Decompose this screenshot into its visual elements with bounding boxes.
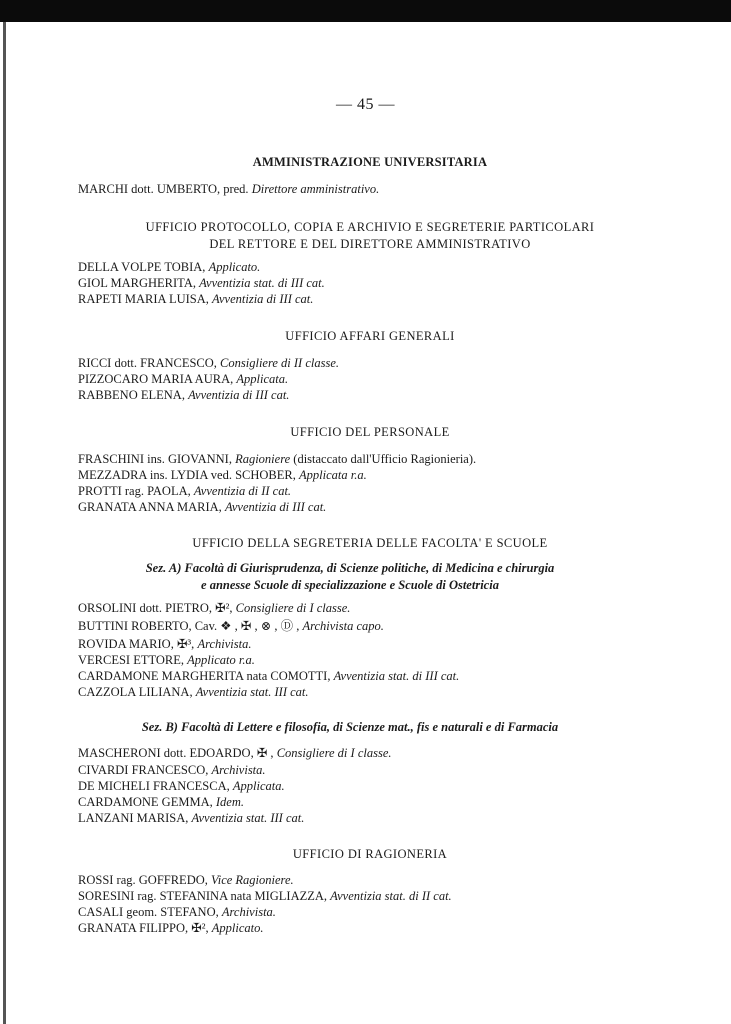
staff-entry [78, 872, 294, 888]
staff-entry [78, 451, 476, 467]
staff-name: MARCHI dott. UMBERTO, pred. [78, 182, 249, 196]
staff-entry [78, 888, 452, 904]
page-number: — 45 — [336, 96, 395, 113]
staff-entry [78, 483, 291, 499]
staff-role: Idem. [215, 795, 244, 809]
staff-name: CIVARDI FRANCESCO, [78, 763, 209, 777]
staff-name: CARDAMONE MARGHERITA nata COMOTTI, [78, 669, 331, 683]
staff-entry [78, 920, 263, 936]
staff-role: Avventizia stat. di III cat. [333, 669, 460, 683]
page-title: AMMINISTRAZIONE UNIVERSITARIA [252, 155, 488, 169]
staff-name: SORESINI rag. STEFANINA nata MIGLIAZZA, [78, 889, 328, 903]
staff-name: CASALI geom. STEFANO, [78, 905, 219, 919]
staff-name: GIOL MARGHERITA, [78, 276, 196, 290]
staff-name: PROTTI rag. PAOLA, [78, 484, 191, 498]
scan-left-edge [3, 22, 6, 1024]
staff-name: LANZANI MARISA, [78, 811, 189, 825]
staff-role: Vice Ragioniere. [211, 873, 294, 887]
staff-entry [78, 387, 289, 403]
staff-name: BUTTINI ROBERTO, Cav. ❖ , ✠ , ⊗ , Ⓓ , [78, 619, 300, 633]
staff-role: Applicata r.a. [298, 468, 367, 482]
staff-role: Archivista. [197, 637, 252, 651]
director-entry [78, 181, 379, 197]
staff-entry [78, 291, 313, 307]
staff-name: PIZZOCARO MARIA AURA, [78, 372, 234, 386]
staff-name: ORSOLINI dott. PIETRO, ✠², [78, 601, 233, 615]
staff-name: RICCI dott. FRANCESCO, [78, 356, 217, 370]
subsection-heading-sez-a [80, 560, 620, 594]
staff-role: Avventizia stat. di II cat. [330, 889, 452, 903]
section-heading-segreteria: UFFICIO DELLA SEGRETERIA DELLE FACOLTA' E SCUOLE [192, 536, 548, 550]
staff-role: Direttore amministrativo. [251, 182, 380, 196]
staff-entry [78, 810, 304, 826]
staff-role: Applicata. [232, 779, 285, 793]
heading-line: DEL RETTORE E DEL DIRETTORE AMMINISTRATIVO [209, 237, 531, 251]
staff-entry [78, 636, 251, 652]
heading-line: UFFICIO PROTOCOLLO, COPIA E ARCHIVIO E SEGRETERIE PARTICOLARI [145, 220, 595, 234]
section-heading-protocollo [70, 219, 670, 253]
staff-name: GRANATA FILIPPO, ✠², [78, 921, 209, 935]
staff-entry [78, 467, 367, 483]
staff-role: Applicato. [208, 260, 261, 274]
staff-name: GRANATA ANNA MARIA, [78, 500, 222, 514]
staff-role: Archivista. [211, 763, 266, 777]
scan-top-border [0, 0, 731, 22]
staff-role: Avventizia di III cat. [188, 388, 290, 402]
staff-entry [78, 762, 266, 778]
staff-role: Archivista. [221, 905, 276, 919]
staff-name: DELLA VOLPE TOBIA, [78, 260, 206, 274]
staff-entry [78, 499, 326, 515]
staff-role: Archivista capo. [302, 619, 384, 633]
staff-note: (distaccato dall'Ufficio Ragionieria). [293, 452, 477, 466]
section-heading-ragioneria: UFFICIO DI RAGIONERIA [292, 847, 448, 861]
staff-role: Avventizia stat. III cat. [191, 811, 305, 825]
staff-entry [78, 371, 288, 387]
staff-entry [78, 904, 276, 920]
staff-entry [78, 778, 285, 794]
staff-name: MASCHERONI dott. EDOARDO, ✠ , [78, 746, 274, 760]
staff-role: Avventizia di II cat. [193, 484, 292, 498]
staff-name: CARDAMONE GEMMA, [78, 795, 213, 809]
heading-line: e annesse Scuole di specializzazione e Scuole di Ostetricia [201, 578, 499, 592]
staff-entry [78, 618, 384, 634]
staff-entry [78, 668, 459, 684]
staff-entry [78, 684, 309, 700]
staff-role: Consigliere di II classe. [220, 356, 340, 370]
staff-entry [78, 745, 392, 761]
staff-name: RABBENO ELENA, [78, 388, 185, 402]
staff-role: Consigliere di I classe. [235, 601, 351, 615]
staff-entry [78, 794, 244, 810]
staff-name: MEZZADRA ins. LYDIA ved. SCHOBER, [78, 468, 296, 482]
staff-role: Avventizia stat. III cat. [195, 685, 309, 699]
staff-role: Avventizia di III cat. [212, 292, 314, 306]
staff-name: RAPETI MARIA LUISA, [78, 292, 209, 306]
staff-entry [78, 275, 325, 291]
staff-name: VERCESI ETTORE, [78, 653, 185, 667]
staff-role: Applicata. [236, 372, 289, 386]
staff-role: Ragioniere [235, 452, 291, 466]
staff-entry [78, 652, 255, 668]
staff-role: Applicato. [211, 921, 264, 935]
staff-name: ROSSI rag. GOFFREDO, [78, 873, 208, 887]
section-heading-affari-generali: UFFICIO AFFARI GENERALI [285, 329, 455, 343]
staff-name: DE MICHELI FRANCESCA, [78, 779, 230, 793]
staff-name: FRASCHINI ins. GIOVANNI, [78, 452, 232, 466]
staff-role: Avventizia di III cat. [224, 500, 327, 514]
section-heading-personale: UFFICIO DEL PERSONALE [290, 425, 450, 439]
staff-entry [78, 355, 339, 371]
staff-name: ROVIDA MARIO, ✠³, [78, 637, 195, 651]
staff-role: Consigliere di I classe. [276, 746, 392, 760]
subsection-heading-sez-b: Sez. B) Facoltà di Lettere e filosofia, di Scienze mat., fis e naturali e di Farmacia [141, 720, 559, 734]
staff-entry [78, 600, 350, 616]
staff-name: CAZZOLA LILIANA, [78, 685, 193, 699]
staff-role: Avventizia stat. di III cat. [199, 276, 325, 290]
staff-role: Applicato r.a. [187, 653, 255, 667]
staff-entry [78, 259, 260, 275]
heading-line: Sez. A) Facoltà di Giurisprudenza, di Scienze politiche, di Medicina e chirurgia [145, 561, 555, 575]
